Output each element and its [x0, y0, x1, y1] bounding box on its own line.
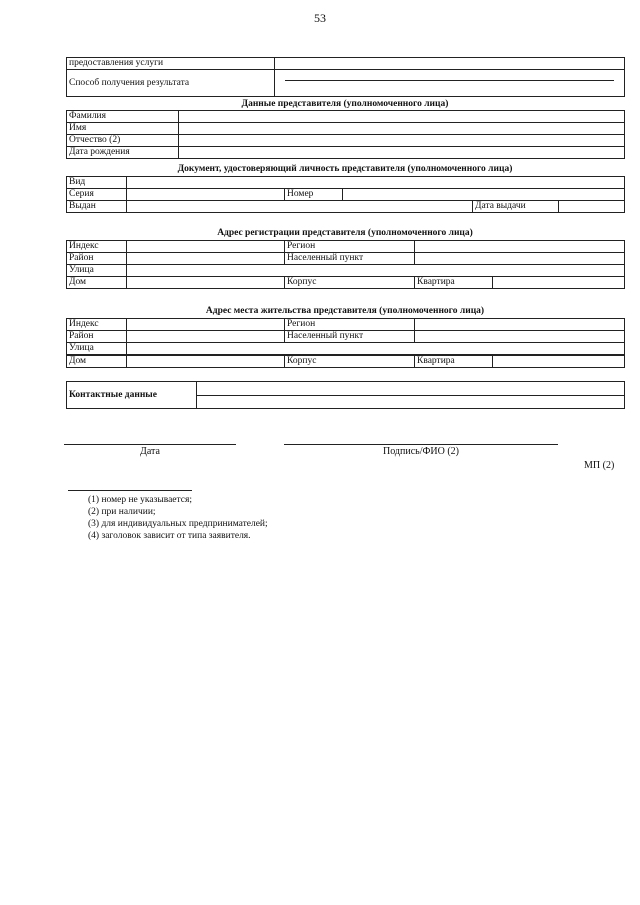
res-street-label: Улица: [67, 343, 127, 355]
service-result-table: [66, 57, 625, 97]
res-apartment-label: Квартира: [415, 356, 493, 368]
doc-issued-label: Выдан: [67, 201, 127, 213]
identity-document-heading: Документ, удостоверяющий личность представителя (уполномоченного лица): [177, 164, 513, 174]
footnote-1: (1) номер не указывается;: [88, 495, 192, 505]
signature-line[interactable]: [284, 444, 558, 445]
reg-district-label: Район: [67, 253, 127, 265]
contacts-field[interactable]: [197, 382, 625, 409]
res-region-label: Регион: [285, 319, 415, 331]
reg-house-field[interactable]: [127, 277, 285, 289]
registration-address-heading: Адрес регистрации представителя (уполномоченного лица): [217, 228, 473, 238]
doc-series-field[interactable]: [127, 189, 285, 201]
footnote-separator: [68, 490, 192, 491]
representative-heading: Данные представителя (уполномоченного лица): [241, 99, 449, 109]
name-field[interactable]: [179, 123, 625, 135]
name-label: Имя: [67, 123, 179, 135]
res-house-label: Дом: [67, 356, 127, 368]
doc-type-label: Вид: [67, 177, 127, 189]
stamp-caption: МП (2): [584, 460, 615, 471]
surname-field[interactable]: [179, 111, 625, 123]
contacts-label: Контактные данные: [67, 382, 197, 409]
doc-series-label: Серия: [67, 189, 127, 201]
identity-document-table: [66, 176, 625, 213]
surname-label: Фамилия: [67, 111, 179, 123]
res-index-field[interactable]: [127, 319, 285, 331]
service-label: предоставления услуги: [67, 58, 275, 70]
residence-house-table: [66, 355, 625, 368]
res-index-label: Индекс: [67, 319, 127, 331]
patronymic-field[interactable]: [179, 135, 625, 147]
reg-building-label: Корпус: [285, 277, 415, 289]
contacts-table: [66, 381, 625, 409]
registration-address-table: [66, 240, 625, 277]
res-building-label: Корпус: [285, 356, 415, 368]
doc-number-field[interactable]: [343, 189, 625, 201]
doc-issue-date-label: Дата выдачи: [473, 201, 559, 213]
res-region-field[interactable]: [415, 319, 625, 331]
res-house-field[interactable]: [127, 356, 285, 368]
contacts-divider: [197, 395, 624, 396]
reg-district-field[interactable]: [127, 253, 285, 265]
reg-street-label: Улица: [67, 265, 127, 277]
res-locality-label: Населенный пункт: [285, 331, 415, 343]
reg-locality-field[interactable]: [415, 253, 625, 265]
reg-index-label: Индекс: [67, 241, 127, 253]
reg-locality-label: Населенный пункт: [285, 253, 415, 265]
signature-caption: Подпись/ФИО (2): [382, 446, 459, 457]
footnote-3: (3) для индивидуальных предпринимателей;: [88, 519, 268, 529]
birth-date-label: Дата рождения: [67, 147, 179, 159]
res-district-label: Район: [67, 331, 127, 343]
reg-apartment-field[interactable]: [493, 277, 625, 289]
doc-number-label: Номер: [285, 189, 343, 201]
reg-house-label: Дом: [67, 277, 127, 289]
representative-table: [66, 110, 625, 159]
doc-issue-date-field[interactable]: [559, 201, 625, 213]
footnote-2: (2) при наличии;: [88, 507, 156, 517]
patronymic-label: Отчество (2): [67, 135, 179, 147]
service-value-field[interactable]: [275, 58, 625, 70]
res-locality-field[interactable]: [415, 331, 625, 343]
reg-street-field[interactable]: [127, 265, 625, 277]
res-district-field[interactable]: [127, 331, 285, 343]
result-method-label: Способ получения результата: [67, 70, 275, 97]
residence-address-table: [66, 318, 625, 355]
date-line[interactable]: [64, 444, 236, 445]
date-caption: Дата: [140, 446, 160, 457]
birth-date-field[interactable]: [179, 147, 625, 159]
result-method-line: [285, 80, 614, 81]
reg-region-label: Регион: [285, 241, 415, 253]
res-apartment-field[interactable]: [493, 356, 625, 368]
reg-region-field[interactable]: [415, 241, 625, 253]
doc-issued-field[interactable]: [127, 201, 473, 213]
result-method-field[interactable]: [275, 70, 625, 97]
footnote-4: (4) заголовок зависит от типа заявителя.: [88, 531, 251, 541]
residence-address-heading: Адрес места жительства представителя (уполномоченного лица): [205, 306, 485, 316]
reg-index-field[interactable]: [127, 241, 285, 253]
registration-house-table: [66, 276, 625, 289]
page-number: 53: [314, 11, 326, 25]
doc-type-field[interactable]: [127, 177, 625, 189]
reg-apartment-label: Квартира: [415, 277, 493, 289]
res-street-field[interactable]: [127, 343, 625, 355]
